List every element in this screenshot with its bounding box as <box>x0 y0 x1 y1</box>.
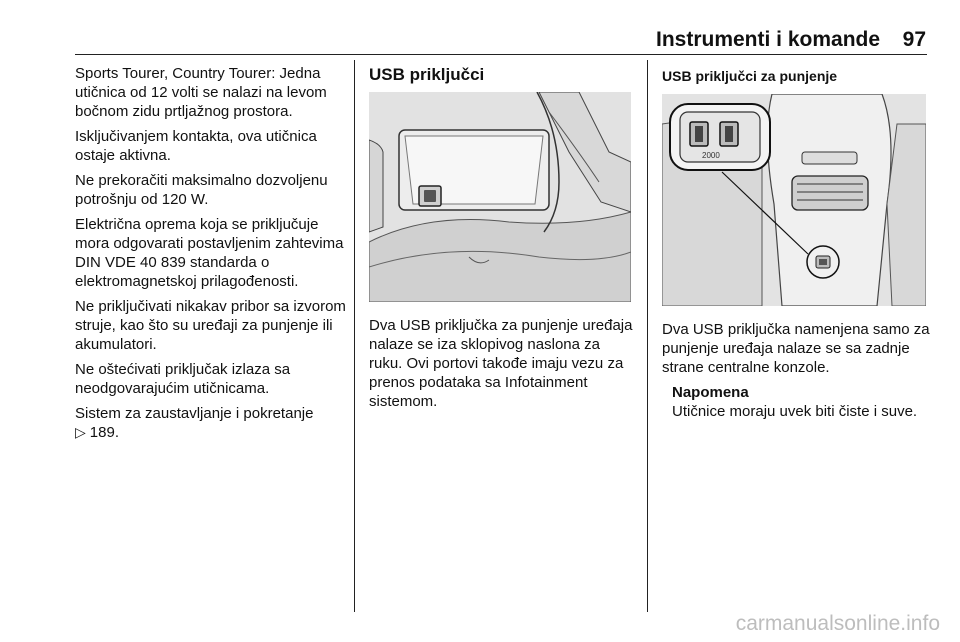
section-title: USB priključci <box>369 65 485 84</box>
page-reference-arrow-icon: ▷ <box>75 424 86 440</box>
note-title: Napomena <box>672 384 749 401</box>
figure-code-label: 2000 <box>702 151 720 160</box>
paragraph: Električna oprema koja se priključuje mora odgovarati postavljenim zahtevima DIN VDE 40 839 standarda o elektromagnetskoj prilagođenosti. <box>75 216 344 290</box>
paragraph: Sistem za zaustavljanje i pokretanje <box>75 405 314 422</box>
watermark: carmanualsonline.info <box>735 612 940 635</box>
armrest-usb-illustration-icon <box>369 92 631 302</box>
column-usb-charging <box>662 64 932 421</box>
column-divider-left <box>354 60 355 612</box>
rear-console-usb-illustration-icon <box>662 94 926 306</box>
paragraph: Ne priključivati nikakav pribor sa izvorom struje, kao što su uređaji za punjenje ili akumulatori. <box>75 298 346 353</box>
page-reference[interactable]: 189 <box>89 424 115 441</box>
paragraph: Isključivanjem kontakta, ova utičnica ostaje aktivna. <box>75 128 317 164</box>
paragraph: Sports Tourer, Country Tourer: Jedna utičnica od 12 volti se nalazi na levom bočnom zidu prtljažnog prostora. <box>75 65 327 120</box>
paragraph: Dva USB priključka namenjena samo za punjenje uređaja nalaze se sa zadnje strane centralne konzole. <box>662 321 930 376</box>
paragraph: Ne oštećivati priključak izlaza sa neodgovarajućim utičnicama. <box>75 361 291 397</box>
paragraph: Ne prekoračiti maksimalno dozvoljenu potrošnju od 120 W. <box>75 172 328 208</box>
paragraph-with-reference: Sistem za zaustavljanje i pokretanje ▷ 189. <box>75 405 314 441</box>
section-title: USB priključci za punjenje <box>662 68 838 84</box>
paragraph: Dva USB priključka za punjenje uređaja nalaze se iza sklopivog naslona za ruku. Ovi portovi takođe imaju vezu za prenos podataka sa Infotainment sistemom. <box>369 317 633 410</box>
column-divider-right <box>647 60 648 612</box>
column-usb-ports <box>369 64 634 417</box>
page-header-title: Instrumenti i komande <box>656 28 881 51</box>
header-rule <box>75 54 927 55</box>
page-number: 97 <box>902 28 926 51</box>
note-text: Utičnice moraju uvek biti čiste i suve. <box>672 403 918 420</box>
column-12v-socket <box>75 64 347 448</box>
note-box <box>672 383 932 421</box>
